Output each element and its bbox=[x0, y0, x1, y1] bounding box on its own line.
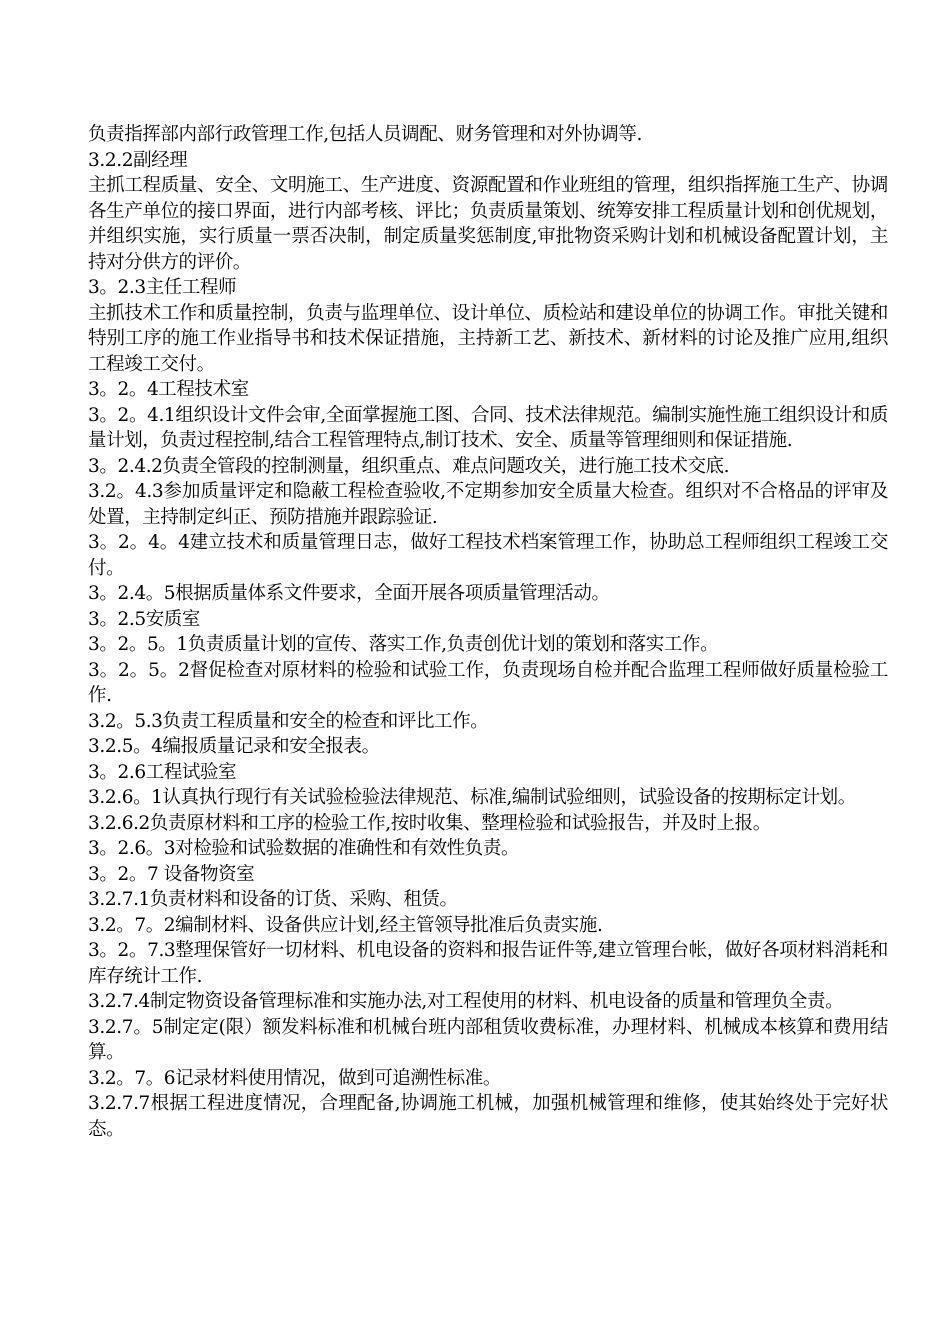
paragraph: 3.2.6.2负责原材料和工序的检验工作,按时收集、整理检验和试验报告，并及时上报。 bbox=[88, 812, 771, 834]
paragraph: 3。2。4.1组织设计文件会审,全面掌握施工图、合同、技术法律规范。编制实施性施工组织设计和质量计划，负责过程控制,结合工程管理特点,制订技术、安全、质量等管理细则和保证措施. bbox=[88, 404, 888, 451]
paragraph: 主抓技术工作和质量控制，负责与监理单位、设计单位、质检站和建设单位的协调工作。审批关键和特别工序的施工作业指导书和技术保证措施，主持新工艺、新技术、新材料的讨论及推广应用,组织工程竣工交付。 bbox=[88, 302, 888, 375]
paragraph: 3.2。7。6记录材料使用情况，做到可追溯性标准。 bbox=[88, 1067, 501, 1089]
section-heading: 3。2.3主任工程师 bbox=[88, 277, 237, 298]
paragraph: 3。2。7.3整理保管好一切材料、机电设备的资料和报告证件等,建立管理台帐，做好各项材料消耗和库存统计工作. bbox=[88, 940, 888, 987]
section-heading: 3.2.2副经理 bbox=[88, 149, 188, 171]
paragraph: 负责指挥部内部行政管理工作,包括人员调配、财务管理和对外协调等. bbox=[88, 124, 642, 145]
section-heading: 3。2.5安质室 bbox=[88, 608, 200, 630]
paragraph: 3.2.7.4制定物资设备管理标准和实施办法,对工程使用的材料、机电设备的质量和管理负全责。 bbox=[88, 991, 844, 1012]
paragraph: 3。2.6。3对检验和试验数据的准确性和有效性负责。 bbox=[88, 838, 520, 859]
paragraph: 3.2。4.3参加质量评定和隐蔽工程检查验收,不定期参加安全质量大检查。组织对不合格品的评审及处置，主持制定纠正、预防措施并跟踪验证. bbox=[88, 481, 888, 528]
paragraph: 3.2.7。5制定定(限）额发料标准和机械台班内部租赁收费标准，办理材料、机械成本核算和费用结算。 bbox=[88, 1016, 888, 1063]
paragraph: 3。2。5。1负责质量计划的宣传、落实工作,负责创优计划的策划和落实工作。 bbox=[88, 634, 719, 655]
paragraph: 3.2.7.7根据工程进度情况，合理配备,协调施工机械，加强机械管理和维修，使其始终处于完好状态。 bbox=[88, 1093, 888, 1140]
document-page bbox=[88, 122, 888, 1142]
paragraph: 3.2.6。1认真执行现行有关试验检验法律规范、标准,编制试验细则，试验设备的按期标定计划。 bbox=[88, 787, 856, 808]
section-heading: 3。2。7 设备物资室 bbox=[88, 863, 255, 885]
section-heading: 3。2.6工程试验室 bbox=[88, 761, 237, 783]
paragraph: 主抓工程质量、安全、文明施工、生产进度、资源配置和作业班组的管理，组织指挥施工生产、协调各生产单位的接口界面，进行内部考核、评比；负责质量策划、统筹安排工程质量计划和创优规划，并组织实施，实行质量一票否决制，制定质量奖惩制度,审批物资采购计划和机械设备配置计划，主持对分供方的评价。 bbox=[88, 175, 888, 273]
paragraph: 3.2.7.1负责材料和设备的订货、采购、租赁。 bbox=[88, 889, 458, 910]
paragraph: 3。2.4.2负责全管段的控制测量，组织重点、难点问题攻关，进行施工技术交底. bbox=[88, 455, 730, 477]
paragraph: 3.2。7。2编制材料、设备供应计划,经主管领导批准后负责实施. bbox=[88, 914, 603, 936]
paragraph: 3.2.5。4编报质量记录和安全报表。 bbox=[88, 736, 380, 757]
paragraph: 3。2.4。5根据质量体系文件要求，全面开展各项质量管理活动。 bbox=[88, 583, 610, 604]
paragraph: 3。2。4。4建立技术和质量管理日志，做好工程技术档案管理工作，协助总工程师组织工程竣工交付。 bbox=[88, 532, 888, 579]
paragraph: 3.2。5.3负责工程质量和安全的检查和评比工作。 bbox=[88, 710, 489, 732]
paragraph: 3。2。5。2督促检查对原材料的检验和试验工作，负责现场自检并配合监理工程师做好质量检验工作. bbox=[88, 659, 888, 706]
section-heading: 3。2。4工程技术室 bbox=[88, 379, 249, 400]
